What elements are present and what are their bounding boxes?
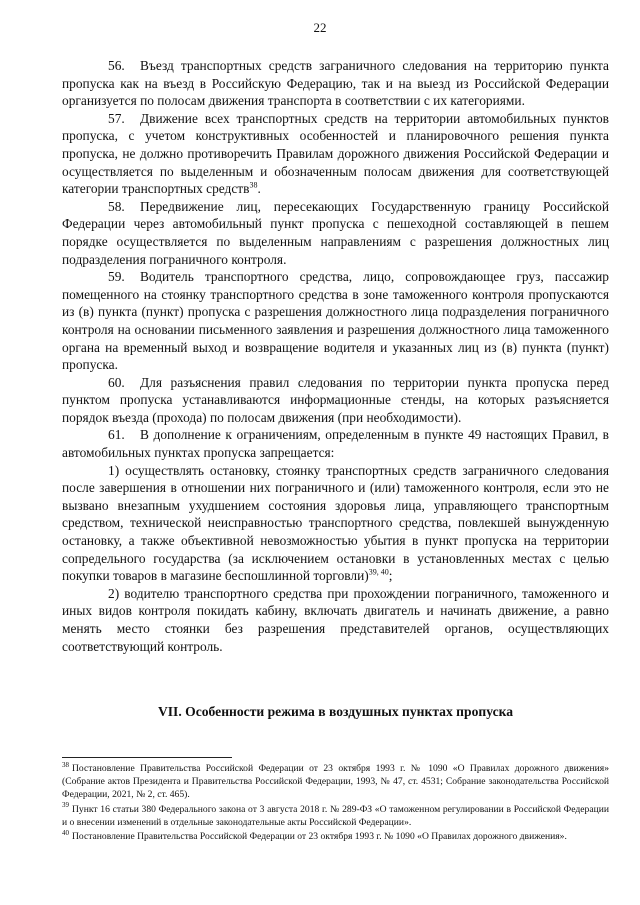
subitem-text: 1) осуществлять остановку, стоянку транспортных средств заграничного следования после завершения в отношении них пограничного и (или) таможенного контроля, если это не вызвано внезапным ухудшением состояния здоровья лица, управляющего транспортным средством, технической неисправностью транспортного средства, повлекшей вынужденную остановку, а также объективной невозможностью убытия в пункт пропуска на территории сопредельного государства (за исключением остановки в установленных местах с целью покупки товаров в магазине беспошлинной торговли) bbox=[62, 462, 609, 584]
paragraph-56 bbox=[62, 57, 609, 110]
paragraph-end: . bbox=[257, 181, 261, 197]
paragraph-57 bbox=[62, 110, 609, 198]
footnote-ref: 39, 40 bbox=[368, 567, 389, 577]
footnote-39 bbox=[62, 803, 609, 829]
section-heading: VII. Особенности режима в воздушных пунктах пропуска bbox=[157, 704, 514, 719]
subitem-end: ; bbox=[388, 568, 393, 584]
paragraph-number: 59. bbox=[108, 269, 125, 285]
footnote-text: Постановление Правительства Российской Федерации от 23 октября 1993 г. № 1090 «О Правилах дорожного движения» (Собрание актов Президента и Правительства Российской Федерации, 1993, № 47, ст. 4531; Собрание законодательства Российской Федерации, 2021, № 2, ст. 465). bbox=[62, 763, 609, 801]
paragraph-number: 61. bbox=[108, 427, 125, 443]
paragraph-number: 60. bbox=[108, 374, 125, 390]
footnote-mark: 38 bbox=[62, 760, 69, 769]
footnote-divider bbox=[62, 757, 232, 758]
subitem-1 bbox=[62, 462, 609, 585]
footnote-ref: 38 bbox=[249, 180, 258, 190]
paragraph-text: Въезд транспортных средств заграничного следования на территорию пункта пропуска как на въезд в Российскую Федерацию, так и на выезд из Российской Федерации организуется по полосам движения транспорта в соответствии с их категориями. bbox=[62, 58, 609, 109]
subitem-text: 2) водителю транспортного средства при прохождении пограничного, таможенного и иных видов контроля покидать кабину, включать двигатель и начинать движение, а равно менять место стоянки без разрешения представителей органов, осуществляющих соответствующий контроль. bbox=[62, 585, 609, 654]
paragraph-text: Для разъяснения правил следования по территории пункта пропуска перед пунктом пропуска устанавливаются информационные стенды, на которых разъясняется порядок въезда (прохода) по полосам движения (при необходимости). bbox=[62, 374, 609, 425]
subitem-2 bbox=[62, 585, 609, 655]
paragraph-number: 58. bbox=[108, 198, 125, 214]
footnote-38 bbox=[62, 762, 609, 802]
footnotes bbox=[62, 762, 609, 844]
footnote-mark: 39 bbox=[62, 801, 69, 810]
paragraph-text: Движение всех транспортных средств на территории автомобильных пунктов пропуска, с учетом конструктивных особенностей и планировочного решения пункта пропуска, не должно противоречить Правилам дорожного движения Российской Федерации и осуществляется по выделенным и обозначенным полосам движения для соответствующей категории транспортных средств bbox=[62, 110, 609, 197]
paragraph-text: Передвижение лиц, пересекающих Государственную границу Российской Федерации через автомобильный пункт пропуска с пешеходной составляющей в пешем порядке осуществляется по выделенным направлениям с разрешения должностных лиц подразделения пограничного контроля. bbox=[62, 198, 609, 267]
paragraph-60 bbox=[62, 374, 609, 427]
paragraph-58 bbox=[62, 198, 609, 268]
paragraph-text: В дополнение к ограничениям, определенным в пункте 49 настоящих Правил, в автомобильных пунктах пропуска запрещается: bbox=[62, 427, 609, 461]
footnote-text: Пункт 16 статьи 380 Федерального закона от 3 августа 2018 г. № 289-ФЗ «О таможенном регулировании в Российской Федерации и о внесении изменений в отдельные законодательные акты Российской Федерации». bbox=[62, 803, 609, 828]
paragraph-59 bbox=[62, 268, 609, 374]
footnote-mark: 40 bbox=[62, 828, 69, 837]
body-text bbox=[62, 57, 609, 655]
paragraph-61 bbox=[62, 426, 609, 461]
footnote-40 bbox=[62, 830, 609, 843]
paragraph-number: 57. bbox=[108, 110, 125, 126]
page-number: 22 bbox=[313, 20, 327, 35]
paragraph-text: Водитель транспортного средства, лицо, сопровождающее груз, пассажир помещенного на стоянку транспортного средства в зоне таможенного контроля пропускаются из (в) пункта (пункт) пропуска с разрешения должностного лица подразделения пограничного контроля на основании письменного заявления и разрешения должностного лица таможенного органа на временный выход и возвращение водителя и указанных лиц из (в) пункта (пункт) пропуска. bbox=[62, 269, 609, 373]
paragraph-number: 56. bbox=[108, 58, 125, 73]
footnote-text: Постановление Правительства Российской Федерации от 23 октября 1993 г. № 1090 «О Правилах дорожного движения». bbox=[72, 831, 567, 843]
